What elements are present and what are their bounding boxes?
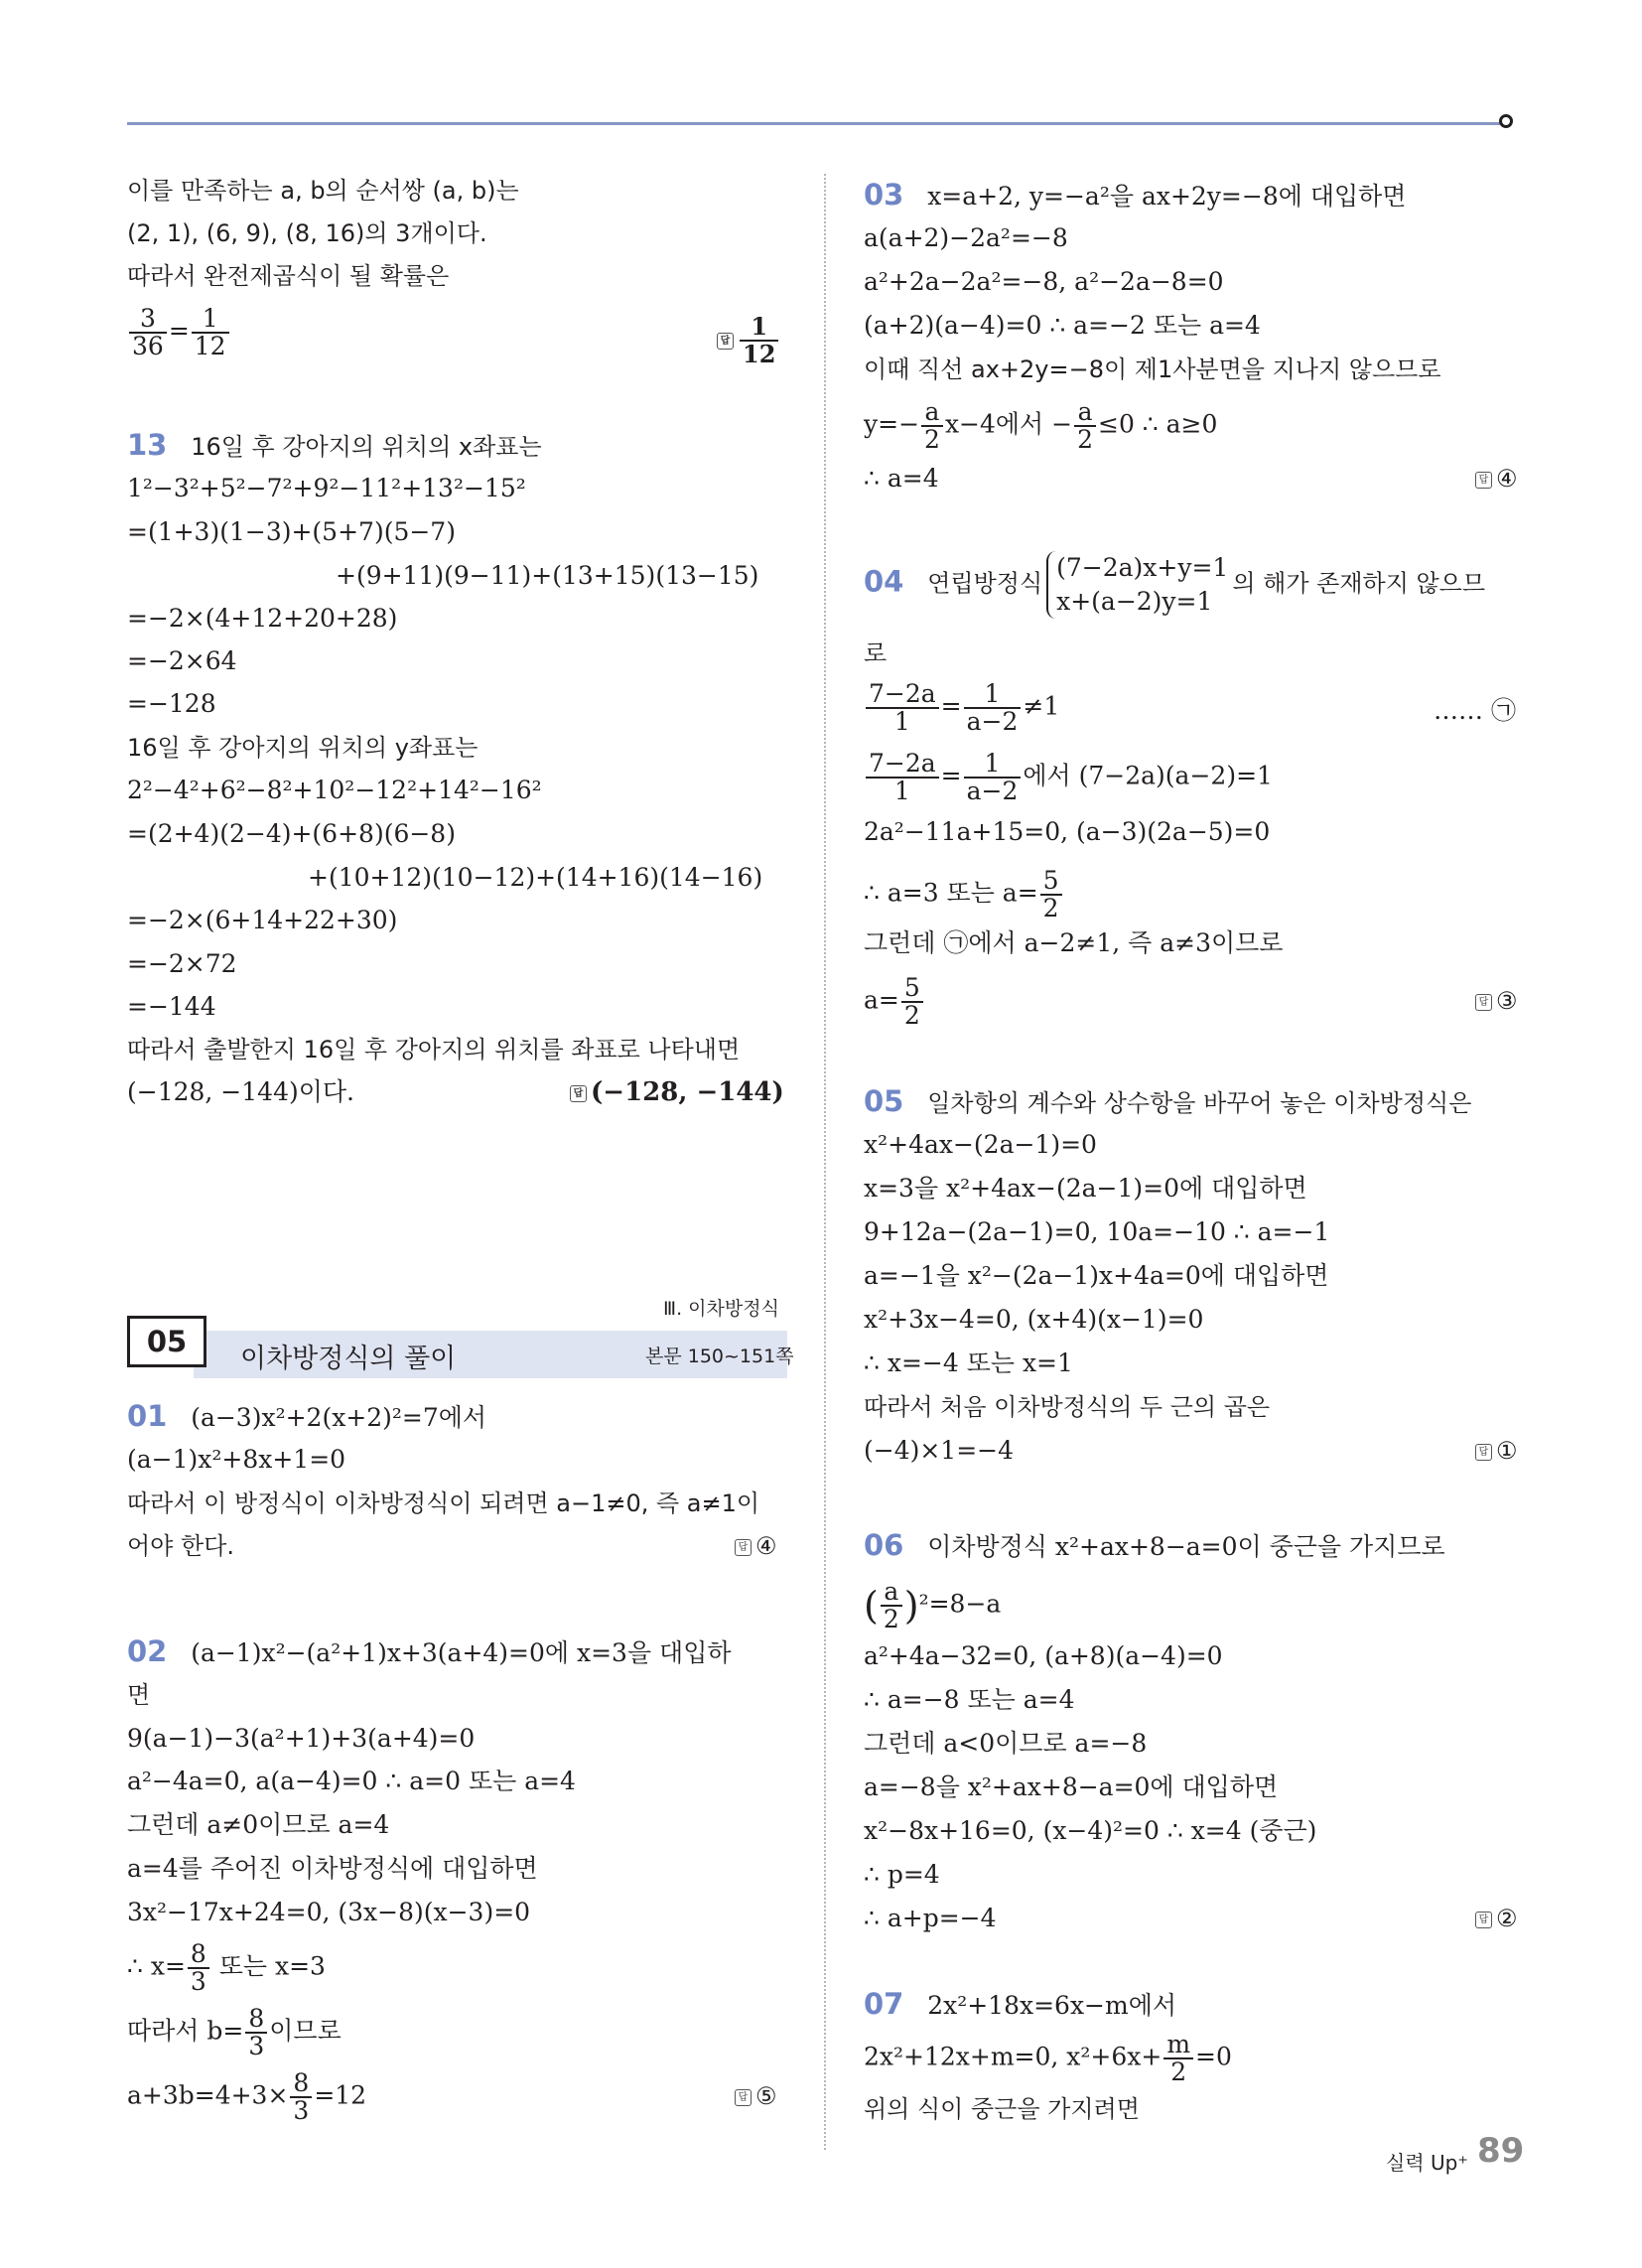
problem-03-line: y=− $\frac{a}{2}$ x−4에서 − $\frac{a}{2}$ ≤0 ∴ a≥0 [864,397,1218,454]
answer-13: 답 (−128, −144) [570,1076,784,1108]
problem-13-line: 1²−3²+5²−7²+9²−11²+13²−15² [127,474,526,502]
answer-03: 답 ④ [1475,463,1518,495]
problem-13-line: =(1+3)(1−3)+(5+7)(5−7) [127,517,456,546]
problem-13-line: =−2×(6+14+22+30) [127,906,398,934]
problem-01-head [127,1400,486,1434]
problem-07-line: 2x²+18x=6x−m에서 [927,1991,1176,2020]
answer-mark-icon: 답 [735,1539,752,1556]
answer-05: 답 ① [1475,1435,1518,1467]
problem-04-line: a= $\frac{5}{2}$ [864,975,925,1029]
chapter-label: Ⅲ. 이차방정식 [663,1298,779,1320]
problem-13-line: =−2×64 [127,646,237,675]
equation-tag: …… ㉠ [1434,696,1516,725]
fraction: $\frac{3}{36}$ [129,306,167,359]
problem-05-line: ∴ x=−4 또는 x=1 [864,1348,1073,1377]
prev-line: 따라서 완전제곱식이 될 확률은 [127,262,450,290]
problem-04-line: $\frac{7-2a}{1}$ = $\frac{1}{a-2}$ ≠1 [864,681,1059,735]
problem-05-line: 따라서 처음 이차방정식의 두 근의 곱은 [864,1393,1271,1421]
problem-06-line: 그런데 a<0이므로 a=−8 [864,1729,1148,1758]
problem-number: 03 [864,178,904,212]
problem-06-line: ∴ a+p=−4 [864,1904,997,1932]
answer-mark-icon: 답 [735,2089,752,2106]
problem-02-line: a²−4a=0, a(a−4)=0 ∴ a=0 또는 a=4 [127,1767,576,1795]
problem-number: 13 [127,428,168,462]
problem-03-line: ∴ a=4 [864,464,939,493]
answer-mark-icon: 답 [570,1085,587,1102]
problem-02-line: a=4를 주어진 이차방정식에 대입하면 [127,1854,538,1883]
prev-line: (2, 1), (6, 9), (8, 16)의 3개이다. [127,219,487,247]
problem-13-line: 따라서 출발한지 16일 후 강아지의 위치를 좌표로 나타내면 [127,1036,741,1063]
problem-07-head [864,1988,1176,2022]
answer-mark-icon: 답 [1475,1444,1492,1461]
problem-05-line: x²+3x−4=0, (x+4)(x−1)=0 [864,1305,1204,1334]
problem-02-head [127,1635,732,1669]
answer-02: 답 ⑤ [735,2080,777,2112]
problem-13-line: 2²−4²+6²−8²+10²−12²+14²−16² [127,776,542,804]
problem-05-line: x²+4ax−(2a−1)=0 [864,1130,1097,1159]
fraction: $\frac{1}{12}$ [192,306,229,359]
problem-13-line: =(2+4)(2−4)+(6+8)(6−8) [127,819,456,848]
problem-05-line: x=3을 x²+4ax−(2a−1)=0에 대입하면 [864,1174,1307,1203]
answer-mark-icon: 답 [1475,1912,1492,1928]
problem-05-line: (−4)×1=−4 [864,1436,1015,1465]
problem-number: 05 [864,1084,904,1118]
section-number: 05 [127,1316,206,1367]
problem-04-line: 2a²−11a+15=0, (a−3)(2a−5)=0 [864,817,1271,846]
fraction: $\frac{1}{a-2}$ [964,681,1022,735]
fraction: $\frac{7-2a}{1}$ [866,681,939,735]
problem-06-line: a=−8을 x²+ax+8−a=0에 대입하면 [864,1772,1279,1801]
fraction: $\frac{m}{2}$ [1163,2032,1193,2085]
fraction: $\frac{7-2a}{1}$ [866,751,939,804]
footer-label: 실력 Up⁺ [1386,2151,1468,2175]
problem-number: 04 [864,564,904,599]
problem-13-head [127,429,542,463]
problem-07-line: 위의 식이 중근을 가지려면 [864,2095,1140,2123]
problem-02-line: (a−1)x²−(a²+1)x+3(a+4)=0에 x=3을 대입하 [191,1638,732,1667]
problem-04-line: ∴ a=3 또는 a= $\frac{5}{2}$ [864,868,1064,921]
problem-03-line: 이때 직선 ax+2y=−8이 제1사분면을 지나지 않으므로 [864,355,1441,383]
problem-number: 01 [127,1399,168,1433]
problem-06-line: a²+4a−32=0, (a+8)(a−4)=0 [864,1641,1223,1670]
page-number: 89 [1477,2131,1525,2171]
problem-06-line: 이차방정식 x²+ax+8−a=0이 중근을 가지므로 [927,1532,1445,1561]
column-divider [824,174,826,2150]
fraction: $\frac{a}{2}$ [1074,399,1096,453]
problem-13-line: 16일 후 강아지의 위치의 x좌표는 [191,433,542,461]
problem-06-head [864,1529,1445,1563]
problem-03-line: a(a+2)−2a²=−8 [864,223,1068,252]
problem-05-line: a=−1을 x²−(2a−1)x+4a=0에 대입하면 [864,1261,1329,1290]
problem-13-line: =−2×72 [127,949,237,978]
fraction: $\frac{8}{3}$ [290,2070,312,2124]
problem-02-line: 면 [127,1681,151,1709]
problem-13-line: =−2×(4+12+20+28) [127,604,398,633]
problem-06-line: ( $\frac{a}{2}$ )²=8−a [864,1577,1002,1633]
fraction: $\frac{8}{3}$ [245,2006,267,2059]
answer-prev [717,314,780,367]
problem-06-line: x²−8x+16=0, (x−4)²=0 ∴ x=4 (중근) [864,1816,1317,1845]
problem-13-line: 16일 후 강아지의 위치의 y좌표는 [127,734,479,762]
header-rule [127,122,1507,125]
problem-13-line: +(9+11)(9−11)+(13+15)(13−15) [336,561,759,590]
problem-01-line: 따라서 이 방정식이 이차방정식이 되려면 a−1≠0, 즉 a≠1이 [127,1489,760,1517]
problem-04-head: 04 연립방정식 (7−2a)x+y=1 x+(a−2)y=1 의 해가 존재하지 않으므 [864,551,1485,619]
section-pages: 본문 150~151쪽 [645,1346,794,1367]
problem-13-line: +(10+12)(10−12)+(14+16)(14−16) [308,863,763,892]
problem-05-head [864,1085,1471,1119]
equation-system: (7−2a)x+y=1 x+(a−2)y=1 [1046,551,1228,619]
problem-13-line: =−128 [127,689,216,718]
problem-06-line: ∴ p=4 [864,1860,940,1889]
problem-04-line: 그런데 ㉠에서 a−2≠1, 즉 a≠3이므로 [864,928,1284,957]
problem-05-line: 일차항의 계수와 상수항을 바꾸어 놓은 이차방정식은 [927,1089,1472,1117]
problem-02-line: 그런데 a≠0이므로 a=4 [127,1810,390,1839]
answer-mark-icon: 답 [1475,472,1492,489]
problem-01-line: (a−3)x²+2(x+2)²=7에서 [191,1403,487,1432]
problem-02-line: ∴ x= $\frac{8}{3}$ 또는 x=3 [127,1939,326,1996]
fraction: $\frac{5}{2}$ [1040,868,1062,921]
fraction: $\frac{8}{3}$ [188,1941,209,1995]
problem-number: 02 [127,1634,168,1668]
problem-number: 07 [864,1987,904,2021]
problem-07-line: 2x²+12x+m=0, x²+6x+ $\frac{m}{2}$ =0 [864,2030,1232,2086]
problem-05-line: 9+12a−(2a−1)=0, 10a=−10 ∴ a=−1 [864,1217,1330,1246]
problem-04-line: 로 [864,639,888,667]
prev-line: 이를 만족하는 a, b의 순서쌍 (a, b)는 [127,177,519,205]
problem-number: 06 [864,1528,904,1562]
answer-04: 답 ③ [1475,985,1518,1017]
problem-04-line: $\frac{7-2a}{1}$ = $\frac{1}{a-2}$ 에서 (7−2a)(a−2)=1 [864,751,1273,804]
problem-01-line: 어야 한다. [127,1532,234,1560]
header-rule-dot [1499,114,1513,128]
fraction: $\frac{5}{2}$ [901,975,923,1029]
problem-13-line: =−144 [127,992,216,1021]
answer-mark-icon: 답 [1475,994,1492,1011]
fraction: $\frac{1}{a-2}$ [964,751,1022,804]
problem-13-line: (−128, −144)이다. [127,1077,354,1106]
fraction: $\frac{a}{2}$ [921,399,943,453]
problem-03-head [864,179,1406,213]
problem-02-line: 3x²−17x+24=0, (3x−8)(x−3)=0 [127,1898,531,1926]
problem-03-line: x=a+2, y=−a²을 ax+2y=−8에 대입하면 [927,182,1407,211]
problem-02-line: 따라서 b= $\frac{8}{3}$ 이므로 [127,2004,342,2060]
prev-equation: $\frac{3}{36}$ = $\frac{1}{12}$ [127,306,231,359]
fraction: $\frac{a}{2}$ [881,1579,902,1632]
section-title: 이차방정식의 풀이 [240,1344,457,1374]
fraction: $\frac{1}{12}$ [740,314,778,367]
answer-06: 답 ② [1475,1903,1518,1934]
problem-03-line: a²+2a−2a²=−8, a²−2a−8=0 [864,267,1224,296]
problem-03-line: (a+2)(a−4)=0 ∴ a=−2 또는 a=4 [864,311,1261,340]
answer-mark-icon: 답 [717,333,734,350]
problem-02-line: a+3b=4+3× $\frac{8}{3}$ =12 [127,2068,367,2125]
problem-02-line: 9(a−1)−3(a²+1)+3(a+4)=0 [127,1724,476,1753]
problem-01-line: (a−1)x²+8x+1=0 [127,1445,346,1474]
problem-06-line: ∴ a=−8 또는 a=4 [864,1685,1075,1714]
answer-01: 답 ④ [735,1530,777,1562]
